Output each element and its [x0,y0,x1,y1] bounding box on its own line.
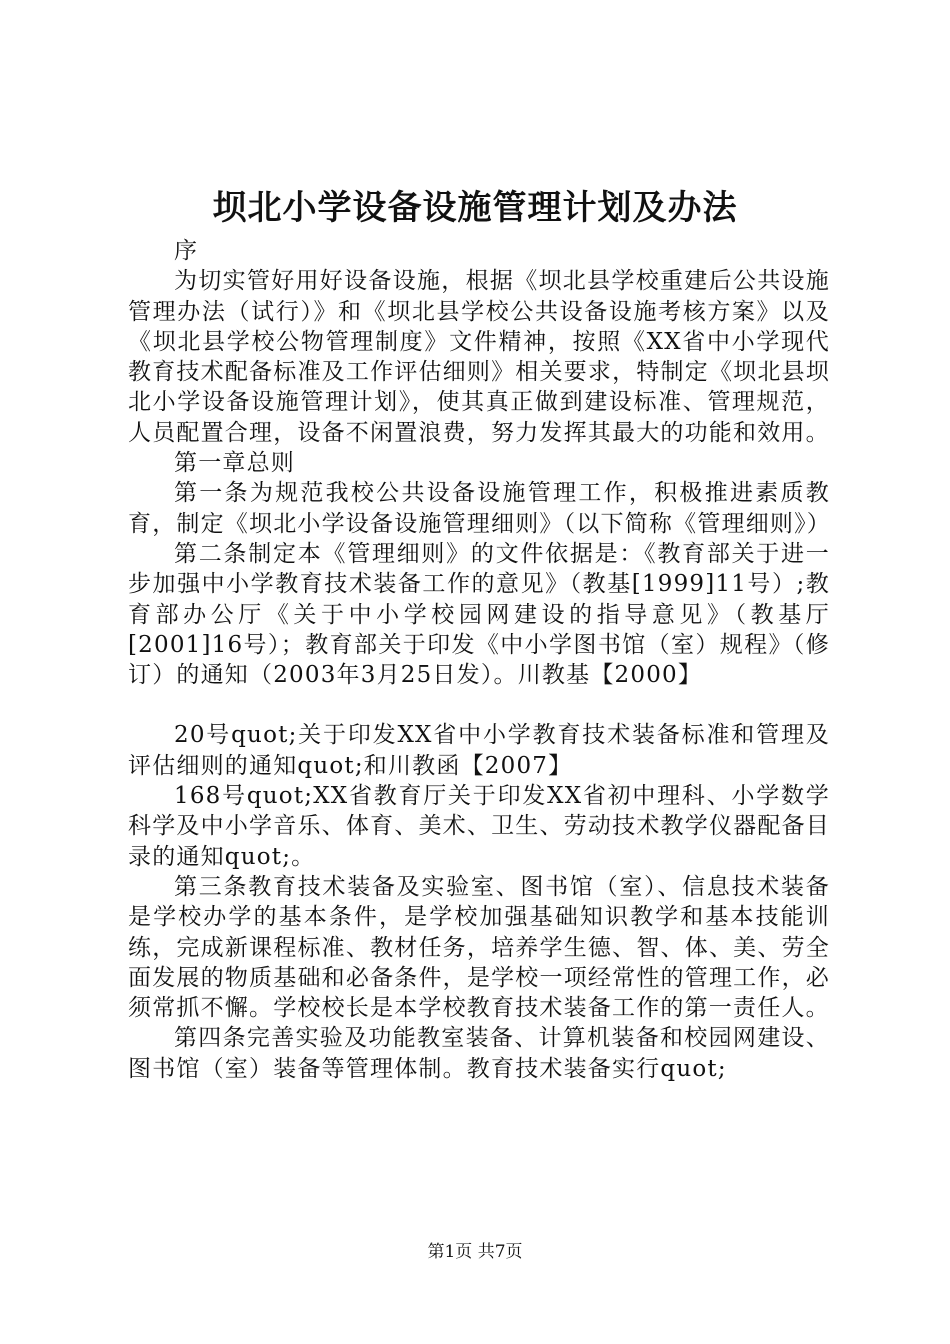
chapter-heading: 第一章总则 [174,450,295,477]
paragraph-article-1: 第一条为规范我校公共设备设施管理工作，积极推进素质教育，制定《坝北小学设备设施管理细则》（以下简称《管理细则》） [128,480,831,537]
paragraph-preface-heading: 序 [174,238,199,264]
paragraph-article-4: 第四条完善实验及功能教室装备、计算机装备和校园网建设、图书馆（室）装备等管理体制。教育技术装备实行quot; [128,1025,830,1082]
paragraph-article-2-cont-1: 20号quot;关于印发XX省中小学教育技术装备标准和管理及评估细则的通知quot;和川教函【2007】 [128,722,830,779]
page-number: 第1页 共7页 [427,1242,523,1262]
paragraph-article-2-cont-2: 168号quot;XX省教育厅关于印发XX省初中理科、小学数学科学及中小学音乐、体育、美术、卫生、劳动技术教学仪器配备目录的通知quot;。 [128,783,830,870]
document-title: 坝北小学设备设施管理计划及办法 [212,188,738,228]
paragraph-article-3: 第三条教育技术装备及实验室、图书馆（室）、信息技术装备是学校办学的基本条件，是学校加强基础知识教学和基本技能训练，完成新课程标准、教材任务，培养学生德、智、体、美、劳全面发展的物质基础和必备条件，是学校一项经常性的管理工作，必须常抓不懈。学校校长是本学校教育技术装备工作的第一责任人。 [128,873,830,1022]
paragraph-article-2: 第二条制定本《管理细则》的文件依据是：《教育部关于进一步加强中小学教育技术装备工作的意见》（教基[1999]11号）;教育部办公厅《关于中小学校园网建设的指导意见》（教基厅[2001]16号）；教育部关于印发《中小学图书馆（室）规程》（修订）的通知（2003年3月25日发）。川教基【2000】 [128,540,830,689]
document-body [128,236,830,1084]
paragraph-preface: 为切实管好用好设备设施，根据《坝北县学校重建后公共设施管理办法（试行）》和《坝北县学校公共设备设施考核方案》以及《坝北县学校公物管理制度》文件精神，按照《XX省中小学现代教育技术配备标准及工作评估细则》相关要求，特制定《坝北县坝北小学设备设施管理计划》，使其真正做到建设标准、管理规范，人员配置合理，设备不闲置浪费，努力发挥其最大的功能和效用。 [128,268,830,446]
